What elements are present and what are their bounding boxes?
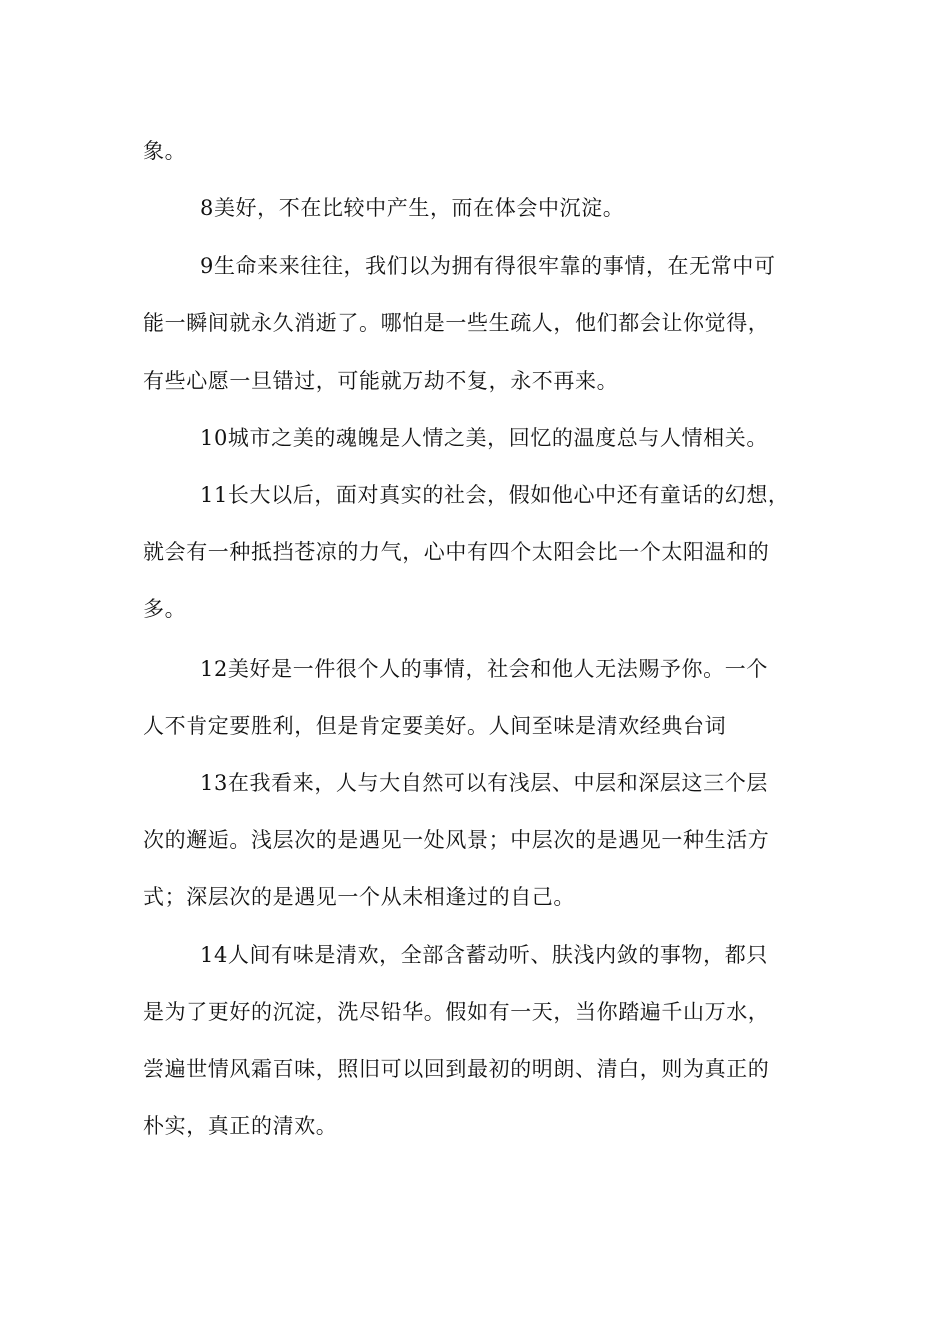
text-line: 12美好是一件很个人的事情，社会和他人无法赐予你。一个 <box>200 657 768 681</box>
text-line: 就会有一种抵挡苍凉的力气，心中有四个太阳会比一个太阳温和的 <box>143 540 770 564</box>
text-line: 能一瞬间就永久消逝了。哪怕是一些生疏人，他们都会让你觉得， <box>143 311 770 335</box>
text-line: 14人间有味是清欢，全部含蓄动听、肤浅内敛的事物，都只 <box>200 943 768 967</box>
text-line: 8美好，不在比较中产生，而在体会中沉淀。 <box>200 196 625 220</box>
text-line: 13在我看来，人与大自然可以有浅层、中层和深层这三个层 <box>200 771 768 795</box>
text-line: 多。 <box>143 597 187 621</box>
text-line: 9生命来来往往，我们以为拥有得很牢靠的事情，在无常中可 <box>200 254 776 278</box>
text-line: 式；深层次的是遇见一个从未相逢过的自己。 <box>143 885 575 909</box>
text-line: 10城市之美的魂魄是人情之美，回忆的温度总与人情相关。 <box>200 426 768 450</box>
text-line: 有些心愿一旦错过，可能就万劫不复，永不再来。 <box>143 369 619 393</box>
text-line: 是为了更好的沉淀，洗尽铅华。假如有一天，当你踏遍千山万水， <box>143 1000 770 1024</box>
text-line: 尝遍世情风霜百味，照旧可以回到最初的明朗、清白，则为真正的 <box>143 1057 770 1081</box>
text-line: 朴实，真正的清欢。 <box>143 1114 338 1138</box>
text-line: 次的邂逅。浅层次的是遇见一处风景；中层次的是遇见一种生活方 <box>143 828 770 852</box>
text-line: 人不肯定要胜利，但是肯定要美好。人间至味是清欢经典台词 <box>143 714 727 738</box>
text-line: 11长大以后，面对真实的社会，假如他心中还有童话的幻想， <box>200 483 790 507</box>
text-line: 象。 <box>143 139 187 163</box>
